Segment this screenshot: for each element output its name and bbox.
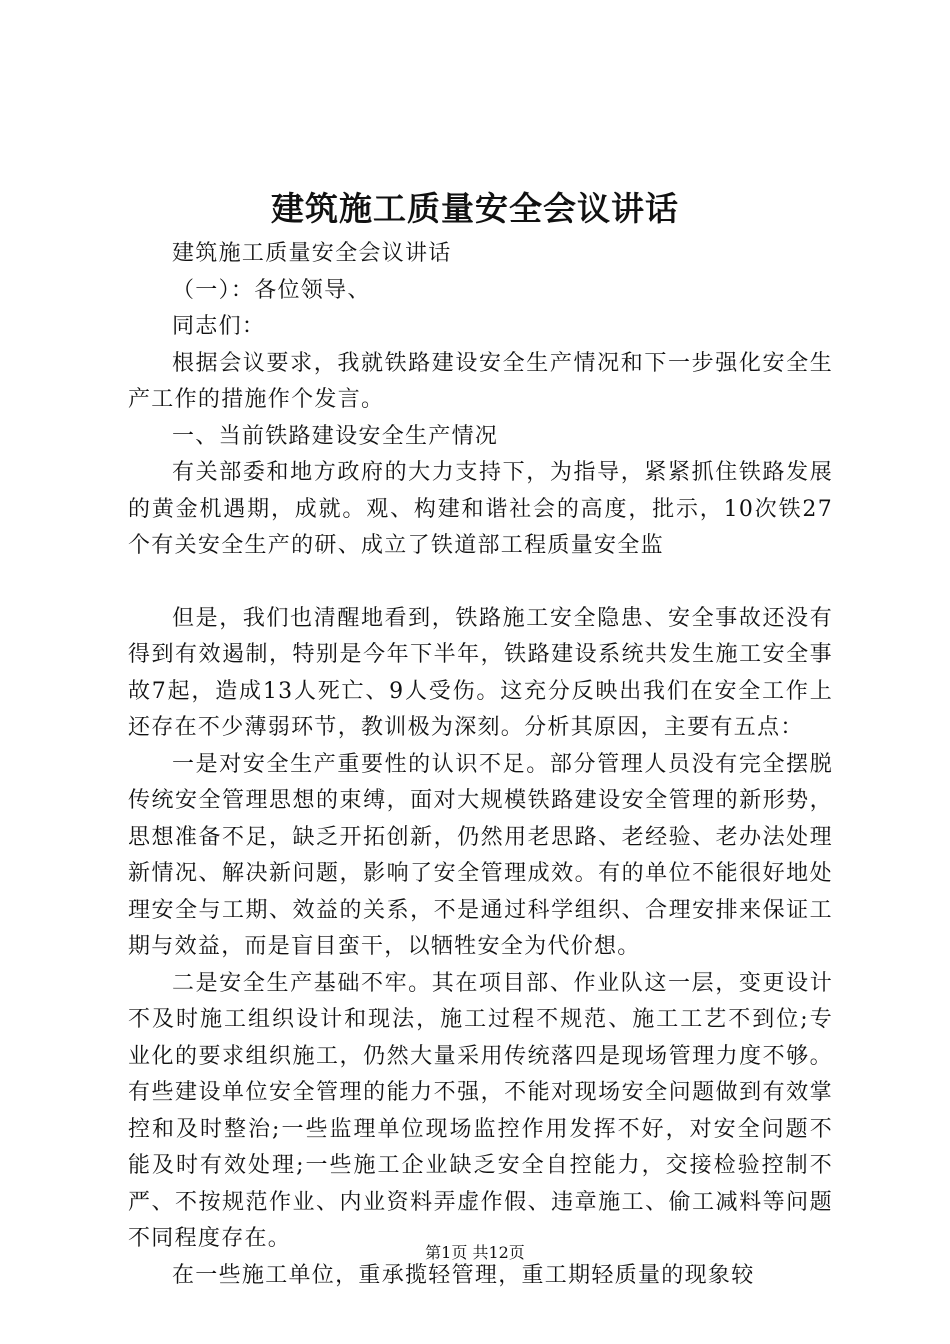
page-footer: 第1页 共12页 <box>425 1243 525 1262</box>
document-title: 建筑施工质量安全会议讲话 <box>271 189 679 228</box>
paragraph-continued: 在一些施工单位，重承揽轻管理，重工期轻质量的现象较 <box>172 1262 755 1288</box>
paragraph-problems: 但是，我们也清醒地看到，铁路施工安全隐患、安全事故还没有得到有效遏制，特别是今年下半年，铁路建设系统共发生施工安全事故7起，造成13人死亡、9人受伤。这充分反映出我们在安全工作上还存在不少薄弱环节，教训极为深刻。分析其原因，主要有五点： <box>128 605 833 740</box>
paragraph-subtitle: 建筑施工质量安全会议讲话 <box>172 241 452 266</box>
document-body <box>128 236 833 1294</box>
paragraph-gap <box>128 565 833 601</box>
paragraph-achievements: 有关部委和地方政府的大力支持下，为指导，紧紧抓住铁路发展的黄金机遇期，成就。观、构建和谐社会的高度，批示，10次铁27个有关安全生产的研、成立了铁道部工程质量安全监 <box>128 460 833 558</box>
paragraph-salutation-2: 同志们： <box>172 314 266 339</box>
section-heading-1: 一、当前铁路建设安全生产情况 <box>172 423 499 449</box>
paragraph-salutation-1: （一）：各位领导、 <box>172 277 371 303</box>
paragraph-point-1: 一是对安全生产重要性的认识不足。部分管理人员没有完全摆脱传统安全管理思想的束缚，面对大规模铁路建设安全管理的新形势，思想准备不足，缺乏开拓创新，仍然用老思路、老经验、老办法处理新情况、解决新问题，影响了安全管理成效。有的单位不能很好地处理安全与工期、效益的关系，不是通过科学组织、合理安排来保证工期与效益，而是盲目蛮干，以牺牲安全为代价想。 <box>128 751 833 959</box>
paragraph-intro: 根据会议要求，我就铁路建设安全生产情况和下一步强化安全生产工作的措施作个发言。 <box>128 350 833 412</box>
paragraph-point-2: 二是安全生产基础不牢。其在项目部、作业队这一层，变更设计不及时施工组织设计和现法，施工过程不规范、施工工艺不到位;专业化的要求组织施工，仍然大量采用传统落四是现场管理力度不够。有些建设单位安全管理的能力不强，不能对现场安全问题做到有效掌控和及时整治;一些监理单位现场监控作用发挥不好，对安全问题不能及时有效处理;一些施工企业缺乏安全自控能力，交接检验控制不严、不按规范作业、内业资料弄虚作假、违章施工、偷工减料等问题不同程度存在。 <box>128 970 833 1251</box>
